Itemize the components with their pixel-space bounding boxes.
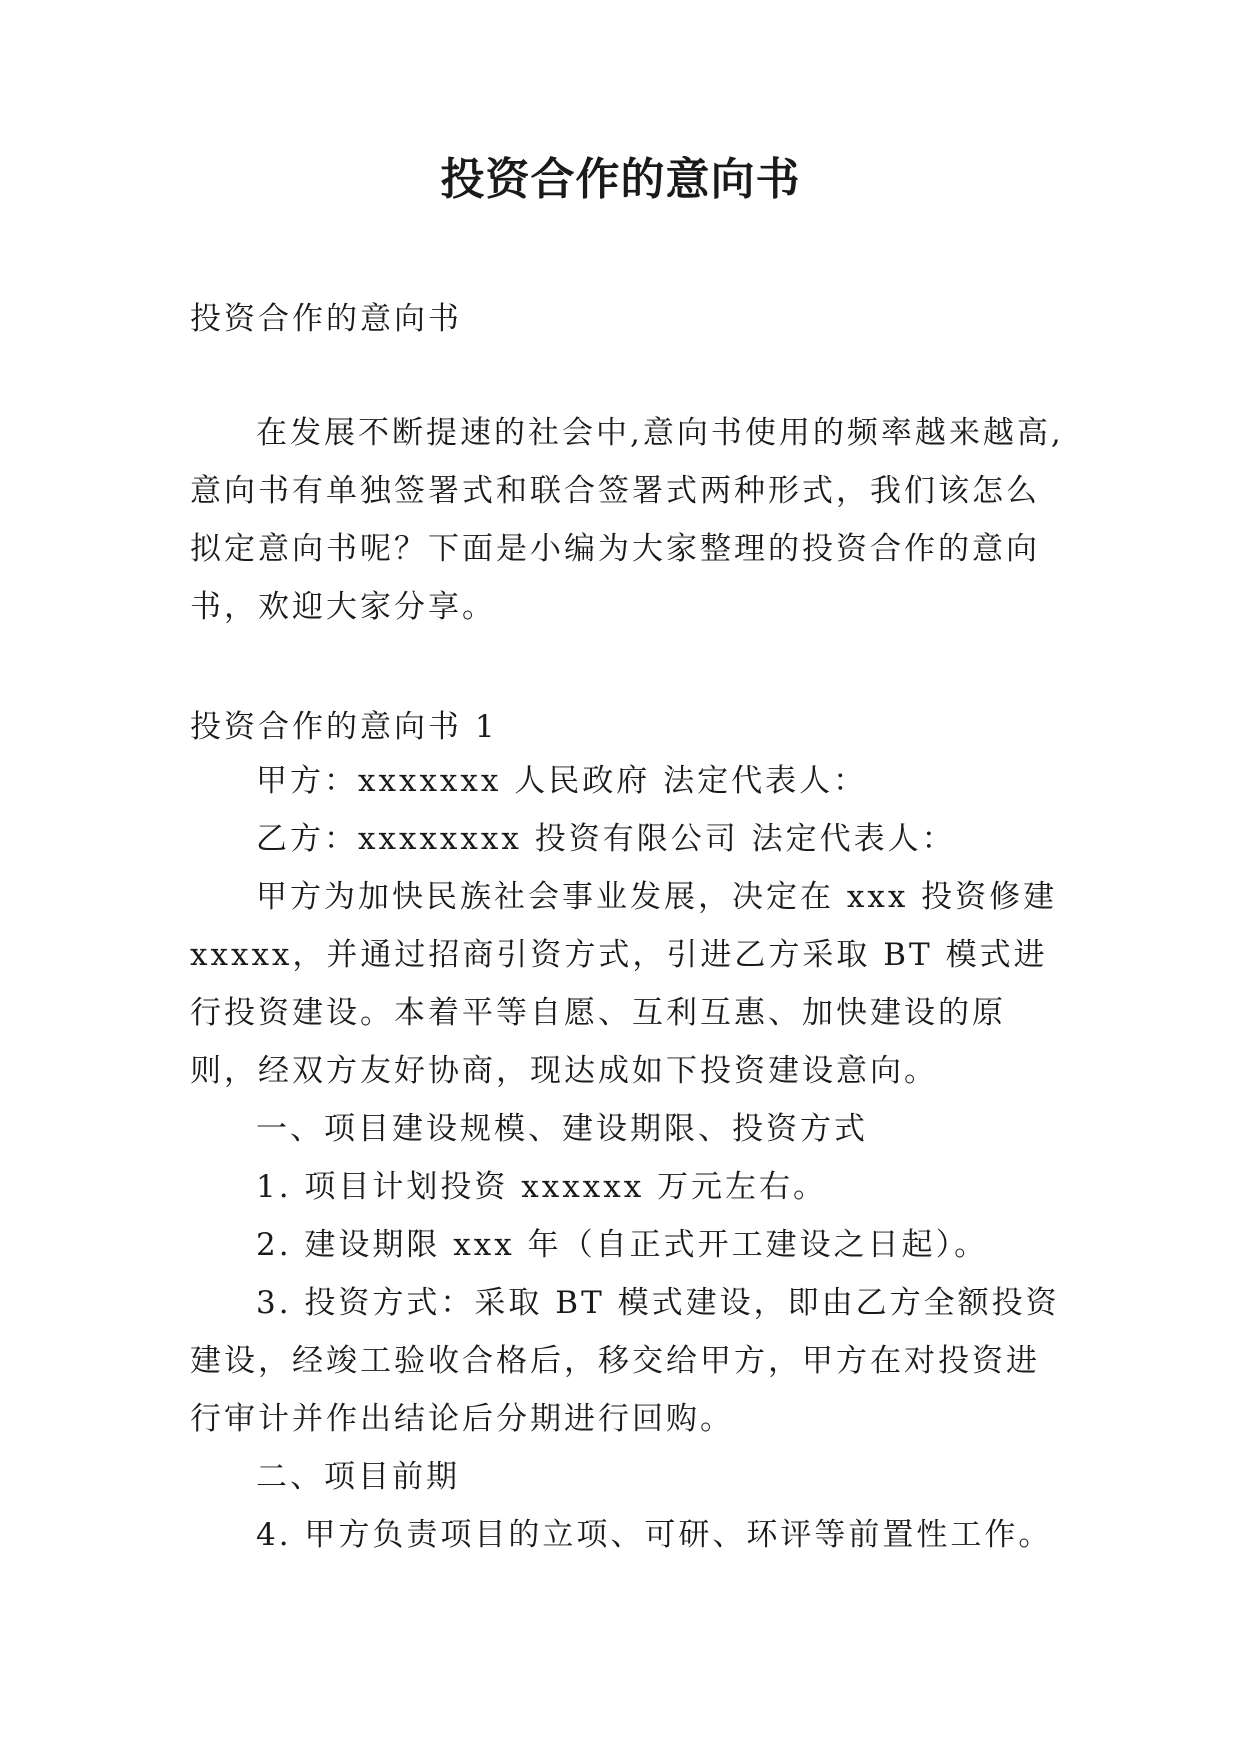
purpose-paragraph: 甲方为加快民族社会事业发展，决定在 xxx 投资修建 xxxxx，并通过招商引资方式，引进乙方采取 BT 模式进行投资建设。本着平等自愿、互利互惠、加快建设的原则，经双方友好协商，现达成如下投资建设意向。 (190, 879, 1058, 1089)
section-heading-2: 二、项目前期 (256, 1459, 460, 1495)
clause-3: 3. 投资方式：采取 BT 模式建设，即由乙方全额投资建设，经竣工验收合格后，移交给甲方，甲方在对投资进行审计并作出结论后分期进行回购。 (190, 1285, 1060, 1437)
section-title: 投资合作的意向书 1 (190, 709, 498, 745)
clause-2: 2. 建设期限 xxx 年（自正式开工建设之日起）。 (256, 1227, 989, 1263)
clause-4: 4. 甲方负责项目的立项、可研、环评等前置性工作。 (256, 1517, 1053, 1553)
party-a-line: 甲方：xxxxxxx 人民政府 法定代表人： (256, 763, 868, 799)
document-subtitle: 投资合作的意向书 (190, 301, 462, 337)
document-title: 投资合作的意向书 (440, 154, 801, 205)
section-heading-1: 一、项目建设规模、建设期限、投资方式 (256, 1111, 868, 1147)
party-b-line: 乙方：xxxxxxxx 投资有限公司 法定代表人： (256, 821, 956, 857)
document-content (190, 752, 1070, 1564)
clause-1: 1. 项目计划投资 xxxxxx 万元左右。 (256, 1169, 828, 1205)
intro-paragraph: 在发展不断提速的社会中,意向书使用的频率越来越高,意向书有单独签署式和联合签署式两种形式，我们该怎么拟定意向书呢？下面是小编为大家整理的投资合作的意向书，欢迎大家分享。 (190, 415, 1064, 625)
